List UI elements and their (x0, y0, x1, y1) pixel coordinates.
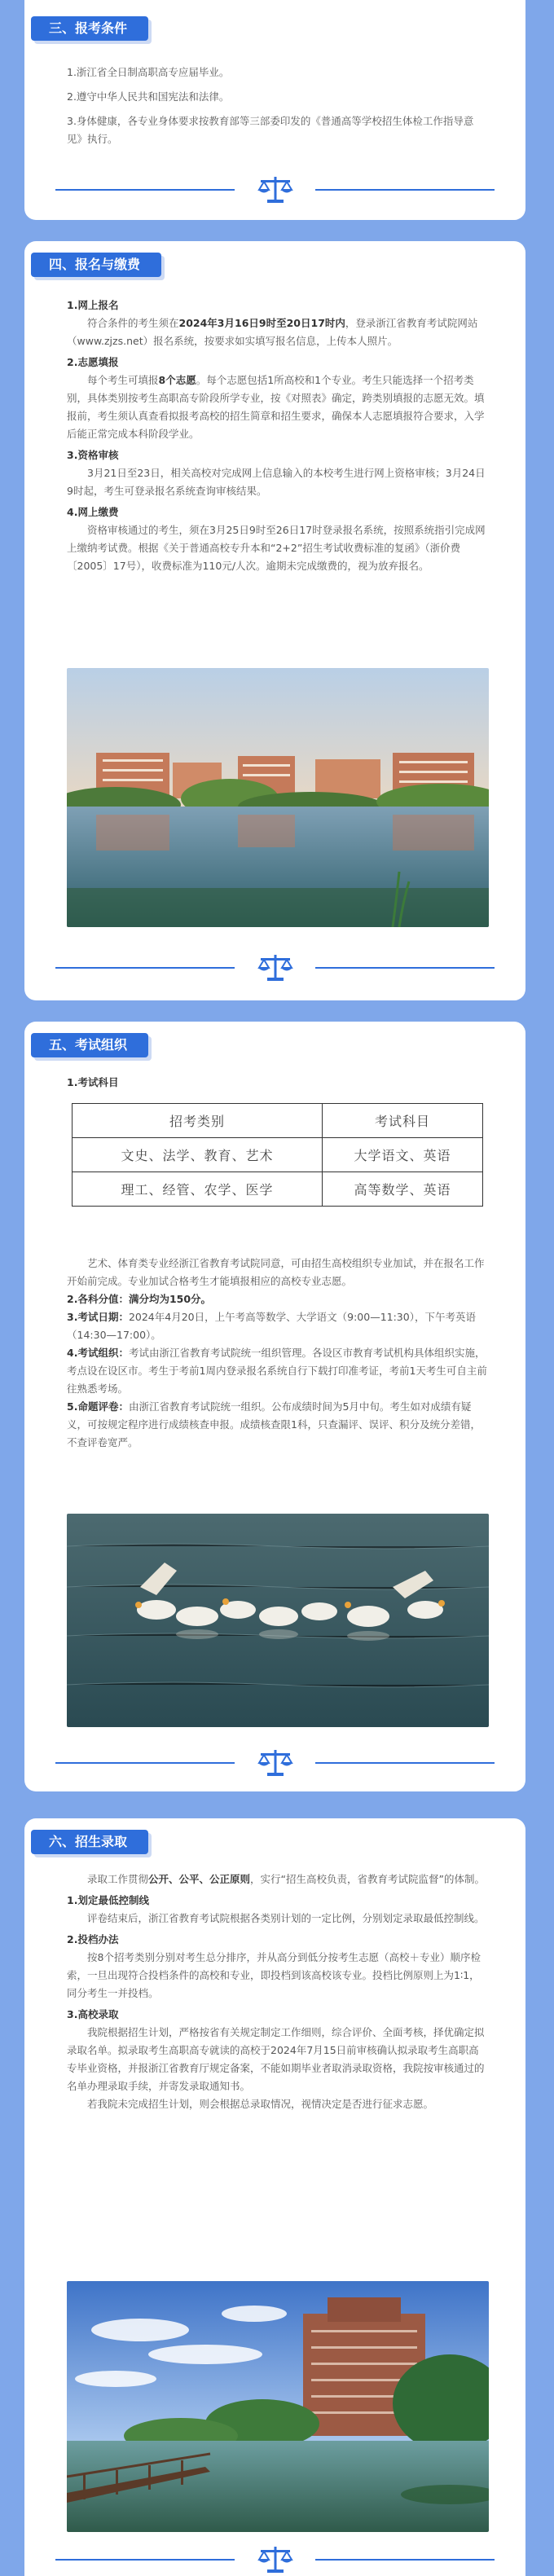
section-badge: 六、招生录取 (31, 1830, 148, 1854)
scale-divider (55, 952, 495, 984)
table-header: 考试科目 (322, 1104, 482, 1138)
campus-lake-photo (67, 668, 489, 927)
registration-content (67, 293, 488, 575)
table-cell: 理工、经管、农学、医学 (73, 1172, 323, 1207)
scale-icon (256, 952, 295, 984)
paragraph: 3.考试日期：2024年4月20日，上午考高等数学、大学语文（9:00—11:30），下午考英语（14:30—17:00）。 (67, 1311, 476, 1341)
scale-divider (55, 1747, 495, 1779)
section-eligibility-card (24, 0, 525, 220)
section-badge: 四、报名与缴费 (31, 253, 161, 277)
table-cell: 文史、法学、教育、艺术 (73, 1138, 323, 1172)
paragraph: 2.各科分值：满分均为150分。 (67, 1293, 212, 1305)
paragraph: 艺术、体育类专业经浙江省教育考试院同意，可由招生高校组织专业加试，并在报名工作开始前完成。专业加试合格考生才能填报相应的高校专业志愿。 (67, 1257, 485, 1287)
subheading: 1.划定最低控制线 (67, 1894, 149, 1906)
list-item: 2.遵守中华人民共和国宪法和法律。 (67, 90, 230, 103)
exam-heading (67, 1070, 488, 1092)
table-header: 招考类别 (73, 1104, 323, 1138)
eligibility-list (67, 64, 488, 148)
paragraph: 5.命题评卷：由浙江省教育考试院统一组织。公布成绩时间为5月中旬。考生如对成绩有疑义，可按规定程序进行成绩核查申报。成绩核查限1科，只查漏评、误评、积分及统分差错，不查评卷宽严。 (67, 1400, 481, 1448)
exam-subjects-table (72, 1103, 483, 1207)
paragraph: 若我院未完成招生计划，则会根据总录取情况，视情决定是否进行征求志愿。 (87, 2098, 434, 2110)
table-cell: 大学语文、英语 (322, 1138, 482, 1172)
section-badge: 五、考试组织 (31, 1033, 148, 1057)
subheading: 2.投档办法 (67, 1933, 119, 1945)
paragraph: 录取工作贯彻公开、公平、公正原则，实行“招生高校负责，省教育考试院监督”的体制。 (87, 1873, 485, 1885)
paragraph: 每个考生可填报8个志愿。每个志愿包括1所高校和1个专业。考生只能选择一个招考类别，具体类别按考生高职高专阶段所学专业，按《对照表》确定，跨类别填报的志愿无效。填报前，考生须认真查看拟报考高校的招生简章和招生要求，确保本人志愿填报符合要求，入学后能正常完成本科阶段学业。 (67, 374, 485, 440)
table-cell: 高等数学、英语 (322, 1172, 482, 1207)
table-row (73, 1172, 483, 1207)
subheading: 1.考试科目 (67, 1076, 119, 1088)
table-row (73, 1138, 483, 1172)
paragraph: 4.考试组织：考试由浙江省教育考试院统一组织管理。各设区市教育考试机构具体组织实施，考点设在设区市。考生于考前1周内登录报名系统自行下载打印准考证，考前1天考生可自主前往熟悉考场。 (67, 1347, 487, 1395)
scale-divider (55, 174, 495, 206)
list-item: 1.浙江省全日制高职高专应届毕业。 (67, 66, 230, 78)
scale-icon (256, 1747, 295, 1779)
paragraph: 按8个招考类别分别对考生总分排序，并从高分到低分按考生志愿（高校＋专业）顺序检索，一旦出现符合投档条件的高校和专业，即投档到该高校该专业。投档比例原则上为1∶1，同分考生一并投档。 (67, 1951, 481, 1999)
subheading: 3.资格审核 (67, 449, 119, 461)
subheading: 1.网上报名 (67, 299, 119, 311)
paragraph: 资格审核通过的考生，须在3月25日9时至26日17时登录报名系统，按照系统指引完成网上缴纳考试费。根据《关于普通高校专升本和“2+2”招生考试收费标准的复函》（浙价费〔2005〕17号），收费标准为110元/人次。逾期未完成缴费的，视为放弃报名。 (67, 524, 486, 572)
subheading: 3.高校录取 (67, 2008, 119, 2020)
exam-content (67, 1255, 488, 1452)
geese-pond-photo (67, 1514, 489, 1727)
section-exam-card (24, 1022, 525, 1791)
list-item: 3.身体健康，各专业身体要求按教育部等三部委印发的《普通高等学校招生体检工作指导意见》执行。 (67, 115, 474, 145)
admission-content (67, 1870, 488, 2113)
subheading: 4.网上缴费 (67, 506, 119, 518)
paragraph: 符合条件的考生须在2024年3月16日9时至20日17时内，登录浙江省教育考试院网站（www.zjzs.net）报名系统，按要求如实填写报名信息，上传本人照片。 (67, 317, 478, 347)
section-badge: 三、报考条件 (31, 16, 148, 41)
scale-icon (256, 174, 295, 206)
scale-divider (55, 2543, 495, 2576)
paragraph: 评卷结束后，浙江省教育考试院根据各类别计划的一定比例，分别划定录取最低控制线。 (87, 1912, 485, 1924)
paragraph: 3月21日至23日，相关高校对完成网上信息输入的本校考生进行网上资格审核；3月24日9时起，考生可登录报名系统查询审核结果。 (67, 467, 486, 497)
paragraph: 我院根据招生计划，严格按省有关规定制定工作细则，综合评价、全面考核，择优确定拟录取名单。拟录取考生高职高专就读的高校于2024年7月15日前审核确认拟录取考生高职高专毕业资格，并报浙江省教育厅规定备案，不能如期毕业者取消录取资格，我院按审核通过的名单办理录取手续，并寄发录取通知书。 (67, 2026, 485, 2092)
scale-icon (256, 2543, 295, 2576)
section-registration-card (24, 241, 525, 1000)
campus-boardwalk-photo (67, 2281, 489, 2532)
section-admission-card (24, 1818, 525, 2576)
table-row (73, 1104, 483, 1138)
subheading: 2.志愿填报 (67, 356, 119, 368)
